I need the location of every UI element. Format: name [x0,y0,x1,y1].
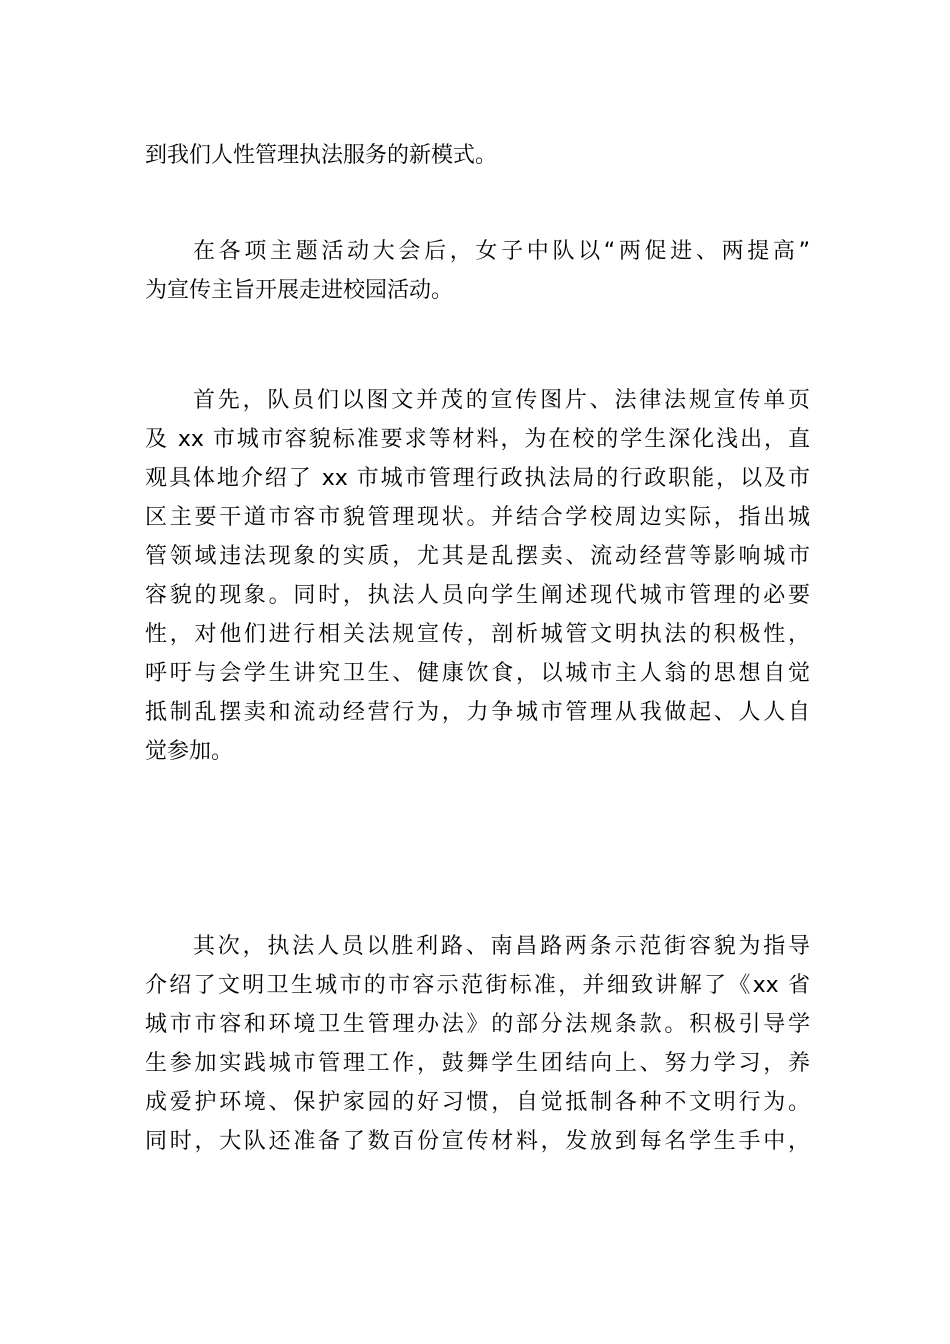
paragraph-line: 到我们人性管理执法服务的新模式。 [145,143,498,168]
paragraph-line: 及 xx 市城市容貌标准要求等材料，为在校的学生深化浅出，直 [145,427,810,452]
paragraph-line: 其次，执法人员以胜利路、南昌路两条示范街容貌为指导 [193,934,810,959]
paragraph-3 [145,381,810,771]
paragraph-line: 生参加实践城市管理工作，鼓舞学生团结向上、努力学习，养 [145,1051,810,1076]
paragraph-line: 成爱护环境、保护家园的好习惯，自觉抵制各种不文明行为。 [145,1090,810,1115]
paragraph-line: 区主要干道市容市貌管理现状。并结合学校周边实际，指出城 [145,505,810,530]
paragraph-line: 观具体地介绍了 xx 市城市管理行政执法局的行政职能，以及市 [145,466,810,491]
paragraph-line: 管领域违法现象的实质，尤其是乱摆卖、流动经营等影响城市 [145,544,810,569]
paragraph-line: 城市市容和环境卫生管理办法》的部分法规条款。积极引导学 [145,1012,810,1037]
paragraph-line: 容貌的现象。同时，执法人员向学生阐述现代城市管理的必要 [145,583,810,608]
paragraph-line: 呼吁与会学生讲究卫生、健康饮食，以城市主人翁的思想自觉 [145,661,810,686]
paragraph-line: 为宣传主旨开展走进校园活动。 [145,278,454,303]
paragraph-line: 性，对他们进行相关法规宣传，剖析城管文明执法的积极性， [145,622,810,647]
paragraph-line: 在各项主题活动大会后，女子中队以“两促进、两提高” [193,239,810,264]
paragraph-line: 介绍了文明卫生城市的市容示范街标准，并细致讲解了《xx 省 [145,973,810,998]
paragraph-line: 首先，队员们以图文并茂的宣传图片、法律法规宣传单页 [193,388,810,413]
paragraph-4 [145,927,810,1161]
paragraph-1 [145,136,810,175]
paragraph-line: 抵制乱摆卖和流动经营行为，力争城市管理从我做起、人人自 [145,700,810,725]
paragraph-2 [145,232,810,310]
paragraph-line: 觉参加。 [145,739,234,764]
paragraph-line: 同时，大队还准备了数百份宣传材料，发放到每名学生手中， [145,1129,810,1154]
